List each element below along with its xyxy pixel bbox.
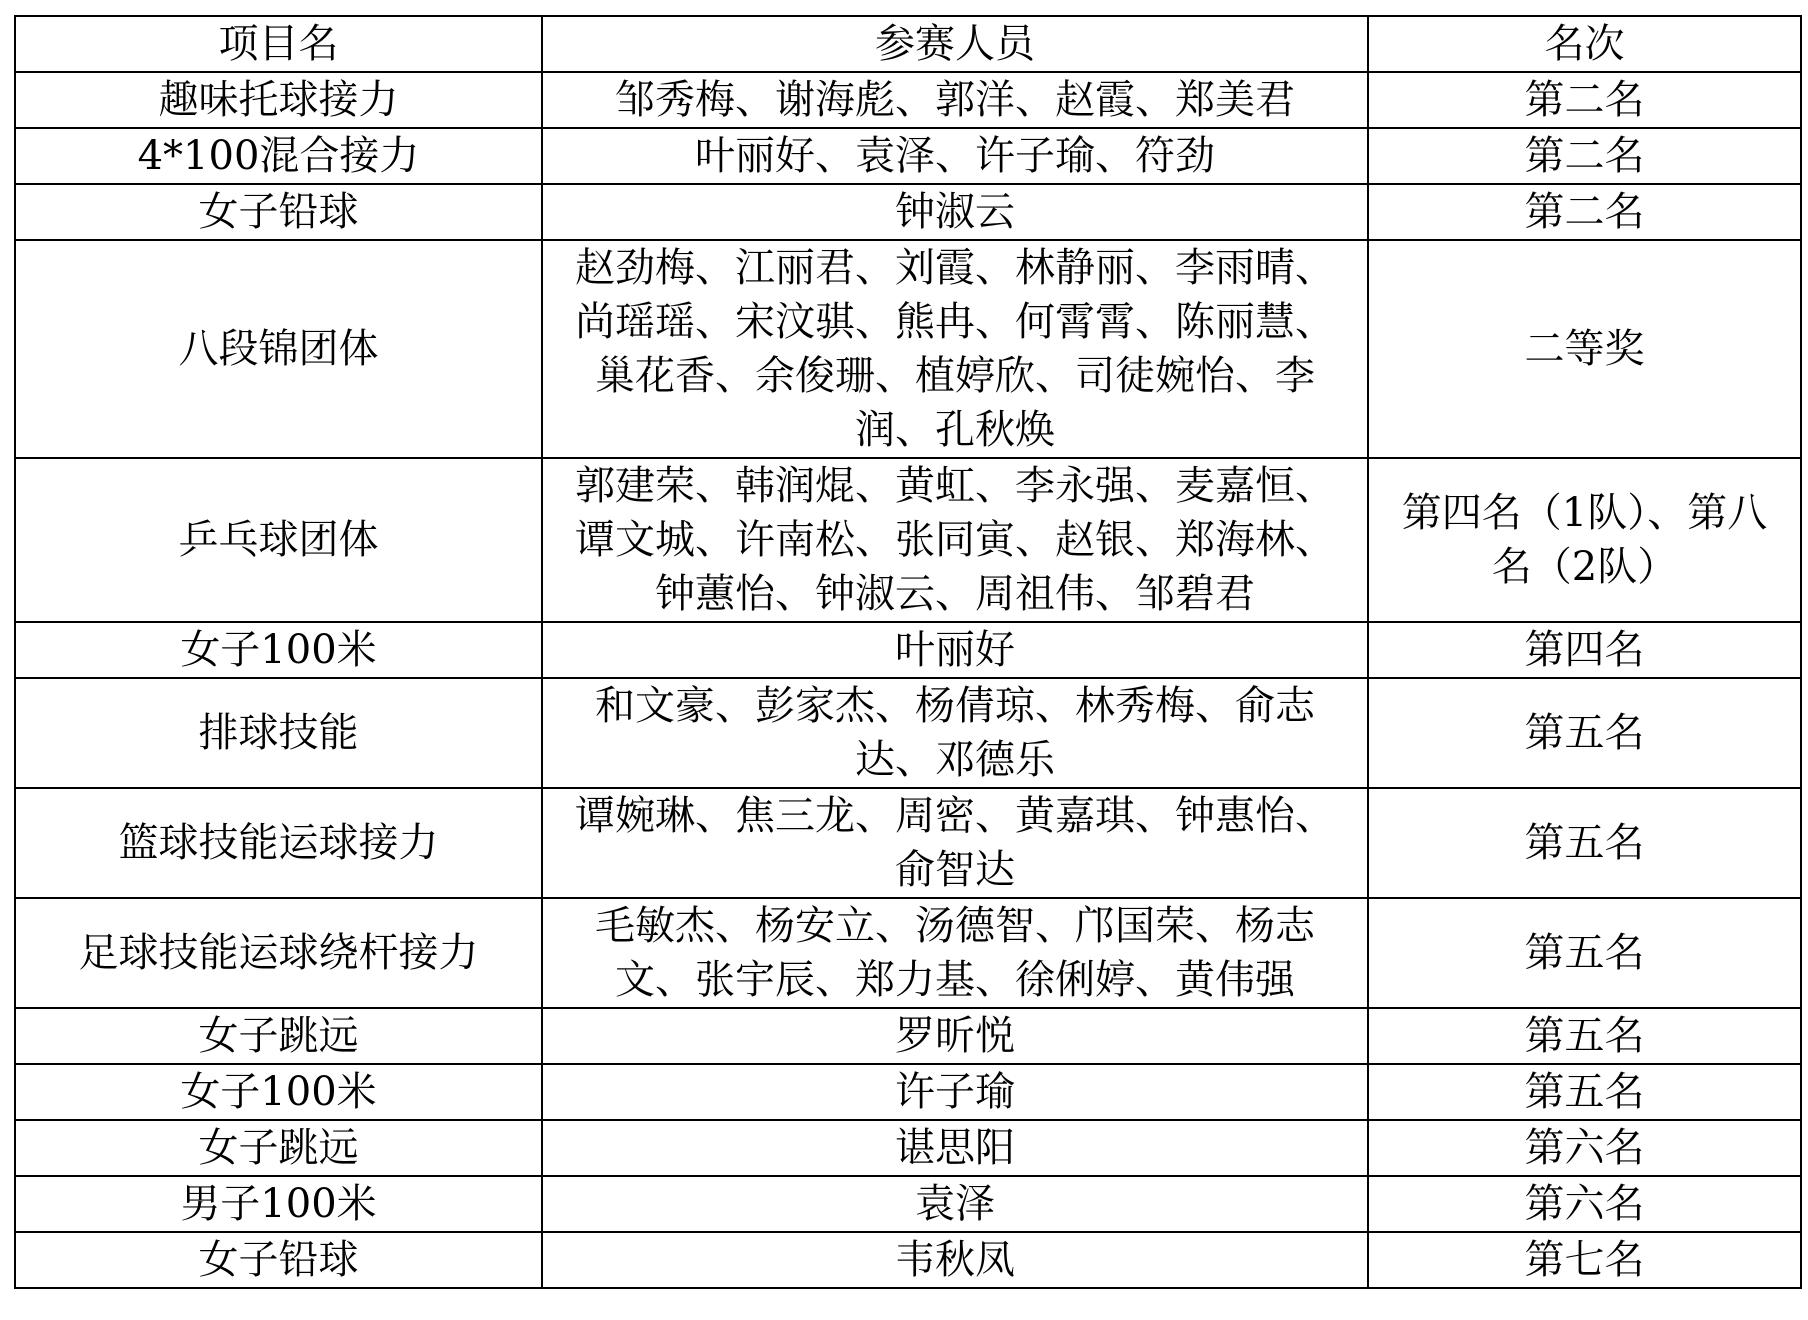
rank-cell: 第五名 <box>1368 678 1801 788</box>
table-header <box>15 16 1801 72</box>
event-cell: 篮球技能运球接力 <box>15 788 542 898</box>
event-cell: 女子跳远 <box>15 1120 542 1176</box>
event-cell: 男子100米 <box>15 1176 542 1232</box>
results-table <box>14 15 1802 1289</box>
event-cell: 女子100米 <box>15 1064 542 1120</box>
members-cell: 袁泽 <box>542 1176 1368 1232</box>
members-cell: 郭建荣、韩润焜、黄虹、李永强、麦嘉恒、谭文城、许南松、张同寅、赵银、郑海林、钟蕙怡、钟淑云、周祖伟、邹碧君 <box>542 458 1368 622</box>
table-row <box>15 1232 1801 1288</box>
members-cell: 叶丽好 <box>542 622 1368 678</box>
members-cell: 谭婉琳、焦三龙、周密、黄嘉琪、钟惠怡、俞智达 <box>542 788 1368 898</box>
rank-cell: 二等奖 <box>1368 240 1801 458</box>
header-event: 项目名 <box>15 16 542 72</box>
results-table-container <box>14 15 1802 1289</box>
event-cell: 4*100混合接力 <box>15 128 542 184</box>
members-cell: 邹秀梅、谢海彪、郭洋、赵霞、郑美君 <box>542 72 1368 128</box>
rank-cell: 第六名 <box>1368 1120 1801 1176</box>
members-cell: 钟淑云 <box>542 184 1368 240</box>
rank-cell: 第六名 <box>1368 1176 1801 1232</box>
table-row <box>15 1120 1801 1176</box>
event-cell: 排球技能 <box>15 678 542 788</box>
table-row <box>15 898 1801 1008</box>
members-cell: 赵劲梅、江丽君、刘霞、林静丽、李雨晴、尚瑶瑶、宋汶骐、熊冉、何霄霄、陈丽慧、巢花香、余俊珊、植婷欣、司徒婉怡、李润、孔秋焕 <box>542 240 1368 458</box>
table-body <box>15 72 1801 1288</box>
table-row <box>15 240 1801 458</box>
members-cell: 叶丽好、袁泽、许子瑜、符劲 <box>542 128 1368 184</box>
table-row <box>15 458 1801 622</box>
event-cell: 足球技能运球绕杆接力 <box>15 898 542 1008</box>
members-cell: 许子瑜 <box>542 1064 1368 1120</box>
header-members: 参赛人员 <box>542 16 1368 72</box>
rank-cell: 第二名 <box>1368 72 1801 128</box>
members-cell: 毛敏杰、杨安立、汤德智、邝国荣、杨志文、张宇辰、郑力基、徐俐婷、黄伟强 <box>542 898 1368 1008</box>
table-row <box>15 1008 1801 1064</box>
event-cell: 女子100米 <box>15 622 542 678</box>
event-cell: 趣味托球接力 <box>15 72 542 128</box>
rank-cell: 第七名 <box>1368 1232 1801 1288</box>
table-row <box>15 678 1801 788</box>
members-cell: 韦秋凤 <box>542 1232 1368 1288</box>
header-row <box>15 16 1801 72</box>
table-row <box>15 1176 1801 1232</box>
rank-cell: 第五名 <box>1368 788 1801 898</box>
members-cell: 和文豪、彭家杰、杨倩琼、林秀梅、俞志达、邓德乐 <box>542 678 1368 788</box>
rank-cell: 第四名（1队）、第八名（2队） <box>1368 458 1801 622</box>
event-cell: 八段锦团体 <box>15 240 542 458</box>
event-cell: 女子跳远 <box>15 1008 542 1064</box>
table-row <box>15 72 1801 128</box>
table-row <box>15 128 1801 184</box>
rank-cell: 第二名 <box>1368 128 1801 184</box>
event-cell: 女子铅球 <box>15 184 542 240</box>
table-row <box>15 622 1801 678</box>
rank-cell: 第五名 <box>1368 1008 1801 1064</box>
rank-cell: 第五名 <box>1368 1064 1801 1120</box>
table-row <box>15 788 1801 898</box>
rank-cell: 第五名 <box>1368 898 1801 1008</box>
table-row <box>15 1064 1801 1120</box>
rank-cell: 第四名 <box>1368 622 1801 678</box>
table-row <box>15 184 1801 240</box>
members-cell: 谌思阳 <box>542 1120 1368 1176</box>
event-cell: 乒乓球团体 <box>15 458 542 622</box>
header-rank: 名次 <box>1368 16 1801 72</box>
rank-cell: 第二名 <box>1368 184 1801 240</box>
event-cell: 女子铅球 <box>15 1232 542 1288</box>
members-cell: 罗昕悦 <box>542 1008 1368 1064</box>
